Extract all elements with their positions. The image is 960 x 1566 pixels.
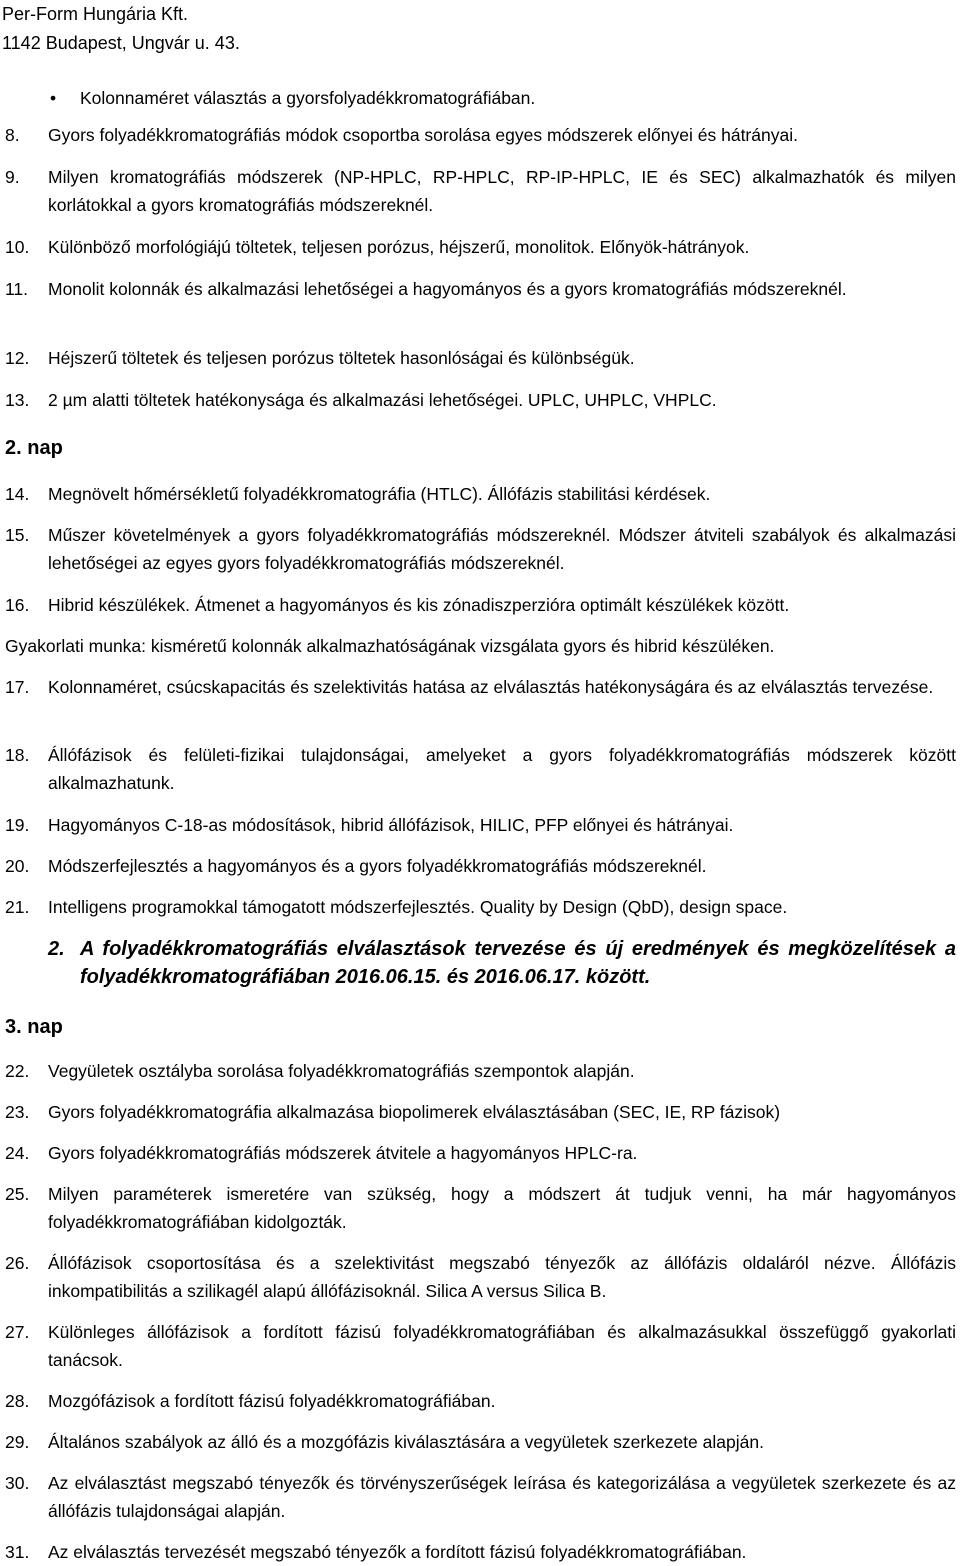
item-number: 12. bbox=[5, 348, 30, 368]
item-number: 26. bbox=[5, 1253, 30, 1273]
list-item-text: Monolit kolonnák és alkalmazási lehetőségei a hagyományos és a gyors kromatográfiás módszereknél. bbox=[48, 279, 847, 299]
list-item-text: Gyors folyadékkromatográfiás módszerek átvitele a hagyományos HPLC-ra. bbox=[48, 1143, 638, 1163]
section-number: 2. bbox=[48, 938, 65, 960]
bullet-symbol: • bbox=[50, 88, 57, 108]
company-name: Per-Form Hungária Kft. bbox=[2, 4, 189, 24]
list-item-text: 2 µm alatti töltetek hatékonysága és alkalmazási lehetőségei. UPLC, UHPLC, VHPLC. bbox=[48, 390, 717, 410]
list-item-text: Héjszerű töltetek és teljesen porózus töltetek hasonlóságai és különbségük. bbox=[48, 348, 635, 368]
list-item-text: Műszer követelmények a gyors folyadékkromatográfiás módszereknél. Módszer átviteli szabályok és alkalmazási lehetőségei az egyes gyors folyadékkromatográfiás módszereknél. bbox=[48, 525, 956, 573]
practical-work-note: Gyakorlati munka: kisméretű kolonnák alkalmazhatóságának vizsgálata gyors és hibrid készüléken. bbox=[5, 636, 775, 656]
list-item-text: Megnövelt hőmérsékletű folyadékkromatográfia (HTLC). Állófázis stabilitási kérdések. bbox=[48, 484, 711, 504]
list-item-text: Hagyományos C-18-as módosítások, hibrid állófázisok, HILIC, PFP előnyei és hátrányai. bbox=[48, 815, 734, 835]
item-number: 8. bbox=[5, 125, 20, 145]
item-number: 13. bbox=[5, 390, 30, 410]
list-item-text: Különleges állófázisok a fordított fázisú folyadékkromatográfiában és alkalmazásukkal összefüggő gyakorlati tanácsok. bbox=[48, 1322, 956, 1370]
list-item-text: Általános szabályok az álló és a mozgófázis kiválasztására a vegyületek szerkezete alapján. bbox=[48, 1432, 764, 1452]
list-item-text: Az elválasztást megszabó tényezők és törvényszerűségek leírása és kategorizálása a vegyületek szerkezete és az állófázis tulajdonságai alapján. bbox=[48, 1473, 956, 1521]
item-number: 14. bbox=[5, 484, 30, 504]
item-number: 20. bbox=[5, 856, 30, 876]
item-number: 16. bbox=[5, 595, 30, 615]
list-item-text: Különböző morfológiájú töltetek, teljesen porózus, héjszerű, monolitok. Előnyök-hátrányok. bbox=[48, 237, 750, 257]
item-number: 15. bbox=[5, 525, 30, 545]
list-item-text: Gyors folyadékkromatográfiás módok csoportba sorolása egyes módszerek előnyei és hátrányai. bbox=[48, 125, 798, 145]
list-item-text: Állófázisok csoportosítása és a szelektivitást megszabó tényezők az állófázis oldaláról nézve. Állófázis inkompatibilitás a szilikagél alapú állófázisoknál. Silica A versus Silica B. bbox=[48, 1253, 956, 1301]
list-item-text: Az elválasztás tervezését megszabó tényezők a fordított fázisú folyadékkromatográfiában. bbox=[48, 1542, 747, 1562]
item-number: 31. bbox=[5, 1542, 30, 1562]
list-item-text: Intelligens programokkal támogatott módszerfejlesztés. Quality by Design (QbD), design space. bbox=[48, 897, 788, 917]
section-title: A folyadékkromatográfiás elválasztások tervezése és új eredmények és megközelítések a folyadékkromatográfiában 2016.06.15. és 2016.06.17. között. bbox=[80, 938, 956, 988]
item-number: 23. bbox=[5, 1102, 30, 1122]
list-item-text: Kolonnaméret, csúcskapacitás és szelektivitás hatása az elválasztás hatékonyságára és az elválasztás tervezése. bbox=[48, 677, 934, 697]
list-item-text: Milyen paraméterek ismeretére van szükség, hogy a módszert át tudjuk venni, ha már hagyományos folyadékkromatográfiában kidolgozták. bbox=[48, 1184, 956, 1232]
list-item-text: Mozgófázisok a fordított fázisú folyadékkromatográfiában. bbox=[48, 1391, 496, 1411]
item-number: 29. bbox=[5, 1432, 30, 1452]
letterhead bbox=[2, 0, 240, 58]
item-number: 9. bbox=[5, 167, 20, 187]
item-number: 18. bbox=[5, 745, 30, 765]
list-item-text: Milyen kromatográfiás módszerek (NP-HPLC, RP-HPLC, RP-IP-HPLC, IE és SEC) alkalmazhatók és milyen korlátokkal a gyors kromatográfiás módszereknél. bbox=[48, 167, 956, 215]
item-number: 19. bbox=[5, 815, 30, 835]
list-item-text: Hibrid készülékek. Átmenet a hagyományos és kis zónadiszperzióra optimált készülékek között. bbox=[48, 595, 790, 615]
item-number: 17. bbox=[5, 677, 30, 697]
day-3-heading: 3. nap bbox=[5, 1016, 63, 1038]
day-2-heading: 2. nap bbox=[5, 437, 63, 459]
list-item-text: Gyors folyadékkromatográfia alkalmazása biopolimerek elválasztásában (SEC, IE, RP fázisok) bbox=[48, 1102, 781, 1122]
item-number: 28. bbox=[5, 1391, 30, 1411]
list-item-text: Kolonnaméret választás a gyorsfolyadékkromatográfiában. bbox=[80, 88, 536, 108]
item-number: 27. bbox=[5, 1322, 30, 1342]
item-number: 30. bbox=[5, 1473, 30, 1493]
item-number: 10. bbox=[5, 237, 30, 257]
item-number: 11. bbox=[5, 279, 29, 299]
item-number: 22. bbox=[5, 1061, 30, 1081]
company-address: 1142 Budapest, Ungvár u. 43. bbox=[2, 33, 240, 53]
item-number: 25. bbox=[5, 1184, 30, 1204]
list-item-text: Módszerfejlesztés a hagyományos és a gyors folyadékkromatográfiás módszereknél. bbox=[48, 856, 707, 876]
item-number: 24. bbox=[5, 1143, 30, 1163]
list-item-text: Állófázisok és felületi-fizikai tulajdonságai, amelyeket a gyors folyadékkromatográfiás módszerek között alkalmazhatunk. bbox=[48, 745, 956, 793]
item-number: 21. bbox=[5, 897, 30, 917]
section-heading bbox=[48, 935, 956, 995]
list-item-text: Vegyületek osztályba sorolása folyadékkromatográfiás szempontok alapján. bbox=[48, 1061, 635, 1081]
